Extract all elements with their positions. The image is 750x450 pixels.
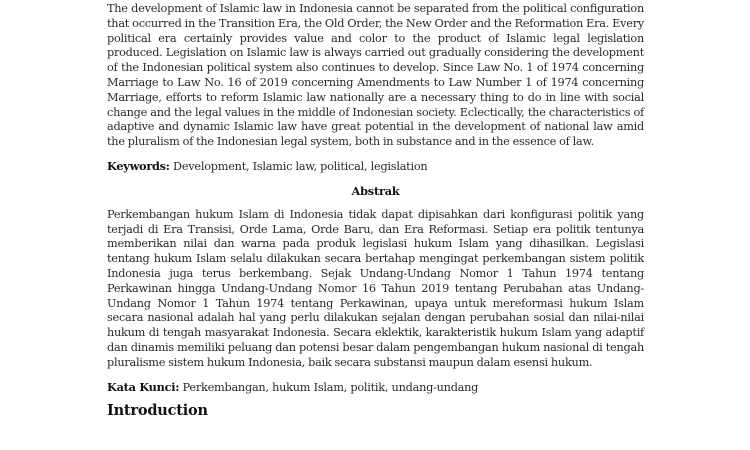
paper-page [107,2,644,419]
abstract-english: The development of Islamic law in Indonesia cannot be separated from the political configuration that occurred in the Transition Era, the Old Order, the New Order and the Reformation Era. Every political era certainly provides value and color to the product of Islamic legal legislation produced. Legislation on Islamic law is always carried out gradually considering the development of the Indonesian political system also continues to develop. Since Law No. 1 of 1974 concerning Marriage to Law No. 16 of 2019 concerning Amendments to Law Number 1 of 1974 concerning Marriage, efforts to reform Islamic law nationally are a necessary thing to do in line with social change and the legal values in the middle of Indonesian society. Eclectically, the characteristics of adaptive and dynamic Islamic law have great potential in the development of national law amid the pluralism of the Indonesian legal system, both in substance and in the essence of law. [107,2,644,149]
abstract-indonesian: Perkembangan hukum Islam di Indonesia tidak dapat dipisahkan dari konfigurasi politik yang terjadi di Era Transisi, Orde Lama, Orde Baru, dan Era Reformasi. Setiap era politik tentunya memberikan nilai dan warna pada produk legislasi hukum Islam yang dihasilkan. Legislasi tentang hukum Islam selalu dilakukan secara bertahap mengingat perkembangan sistem politik Indonesia juga terus berkembang. Sejak Undang-Undang Nomor 1 Tahun 1974 tentang Perkawinan hingga Undang-Undang Nomor 16 Tahun 2019 tentang Perubahan atas Undang-Undang Nomor 1 Tahun 1974 tentang Perkawinan, upaya untuk mereformasi hukum Islam secara nasional adalah hal yang perlu dilakukan sejalan dengan perubahan sosial dan nilai-nilai hukum di tengah masyarakat Indonesia. Secara eklektik, karakteristik hukum Islam yang adaptif dan dinamis memiliki peluang dan potensi besar dalam pengembangan hukum nasional di tengah pluralisme sistem hukum Indonesia, baik secara substansi maupun dalam esensi hukum. [107,207,644,369]
kata-kunci-value: Perkembangan, hukum Islam, politik, undang-undang [179,380,479,394]
kata-kunci-line [107,380,644,396]
introduction-heading: Introduction [107,402,208,420]
abstrak-heading: Abstrak [351,183,400,198]
keywords-line [107,159,644,175]
keywords-value: Development, Islamic law, political, legislation [169,159,428,173]
kata-kunci-label: Kata Kunci: [107,379,180,394]
keywords-label: Keywords: [107,158,170,173]
